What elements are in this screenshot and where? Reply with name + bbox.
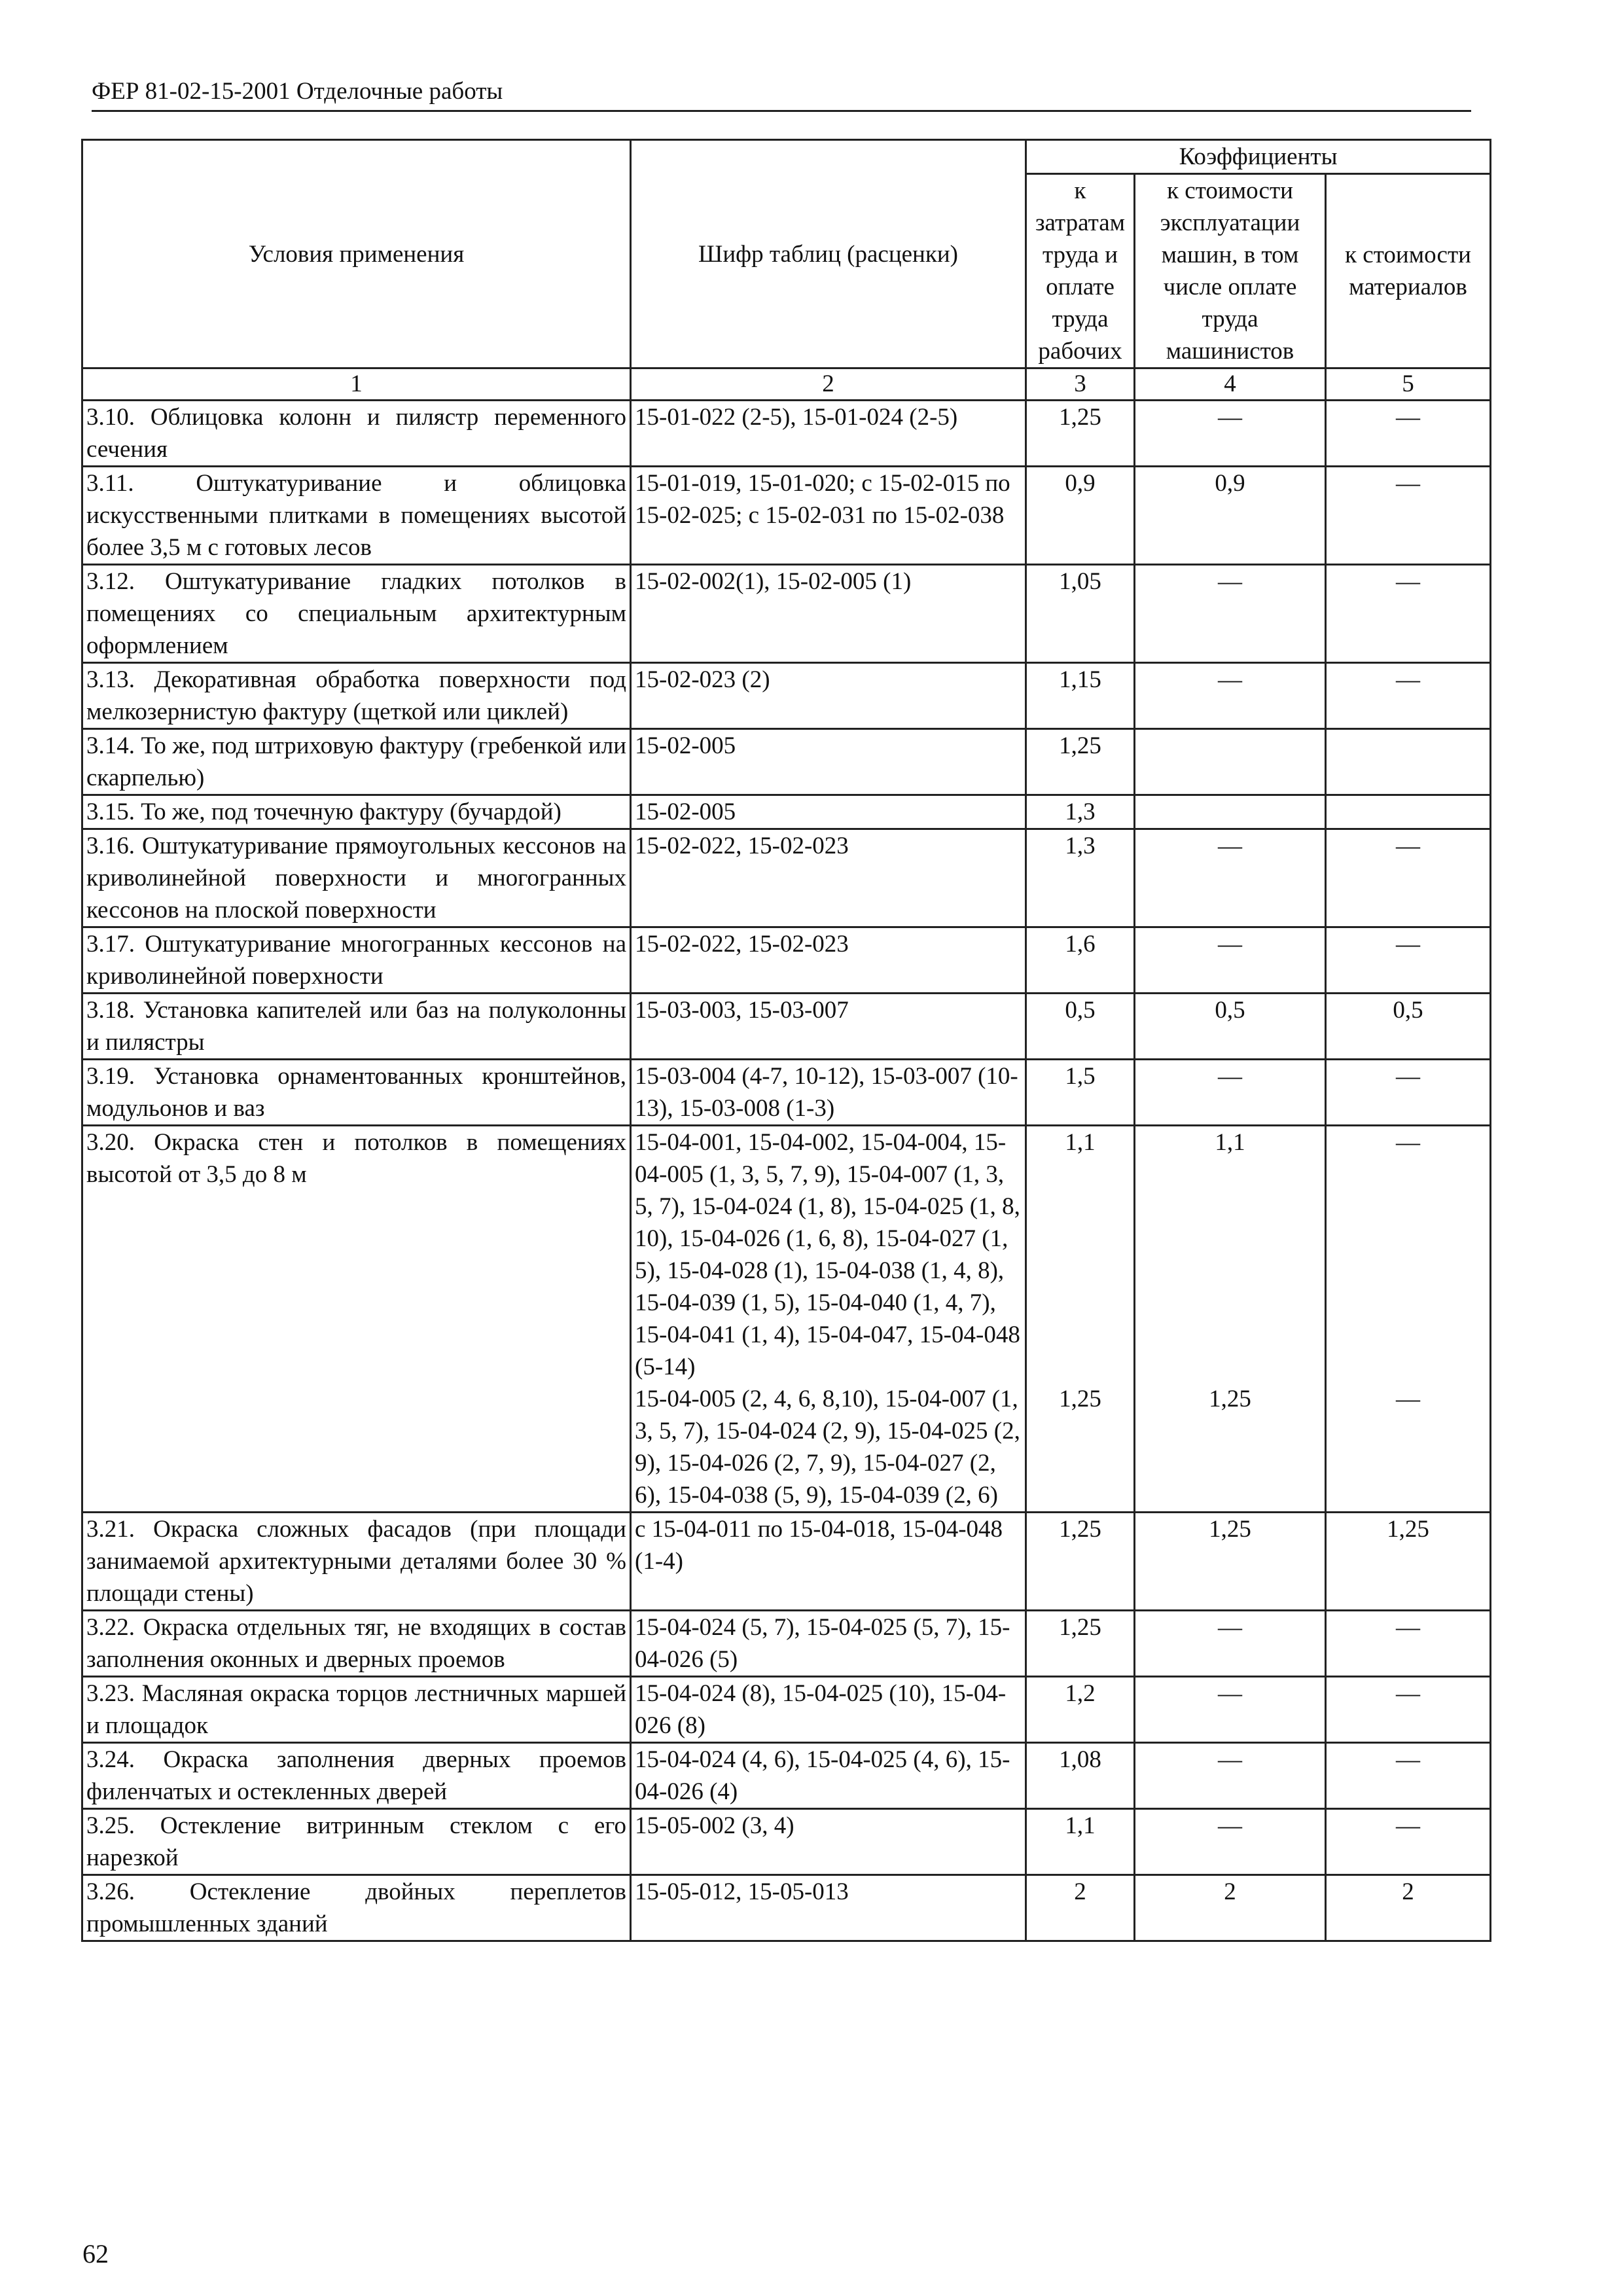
cell-conditions: 3.24. Окраска заполнения дверных проемов филенчатых и остекленных дверей <box>82 1743 631 1809</box>
cell-labor <box>1026 401 1135 467</box>
coefficient-value: 1,05 <box>1059 568 1101 595</box>
coefficient-value: — <box>1218 568 1242 595</box>
cell-conditions: 3.18. Установка капителей или баз на полуколонны и пилястры <box>82 994 631 1060</box>
cell-labor <box>1026 1611 1135 1677</box>
code-group: 15-04-024 (4, 6), 15-04-025 (4, 6), 15-04-026 (4) <box>635 1746 1010 1805</box>
cell-labor <box>1026 1126 1135 1513</box>
coefficient-value: 1,08 <box>1059 1746 1101 1773</box>
coefficient-value: — <box>1396 568 1421 595</box>
coefficient-value: — <box>1218 666 1242 693</box>
cell-machines <box>1135 401 1326 467</box>
code-group: с 15-04-011 по 15-04-018, 15-04-048 (1-4) <box>635 1516 1003 1575</box>
cell-codes <box>631 1875 1026 1941</box>
cell-materials <box>1326 1611 1491 1677</box>
coefficient-value: — <box>1396 1680 1421 1707</box>
coefficient-value: 1,15 <box>1059 666 1101 693</box>
cell-codes <box>631 401 1026 467</box>
cell-codes <box>631 1126 1026 1513</box>
coefficient-value: 1,25 <box>1059 1516 1101 1543</box>
cell-labor <box>1026 927 1135 994</box>
cell-machines <box>1135 1743 1326 1809</box>
cell-conditions: 3.16. Оштукатуривание прямоугольных кессонов на криволинейной поверхности и многогранных кессонов на плоской поверхности <box>82 829 631 927</box>
coefficient-value: 1,1 <box>1065 1812 1096 1839</box>
cell-labor <box>1026 1513 1135 1611</box>
coefficient-value: 1,1 <box>1065 1129 1096 1156</box>
coefficient-value: 1,25 <box>1209 1516 1251 1543</box>
cell-machines <box>1135 1809 1326 1875</box>
cell-machines <box>1135 1126 1326 1513</box>
code-group: 15-03-004 (4-7, 10-12), 15-03-007 (10-13), 15-03-008 (1-3) <box>635 1063 1018 1122</box>
running-header <box>92 77 1471 112</box>
coefficient-value: 1,3 <box>1065 833 1096 859</box>
table-row <box>82 663 1491 729</box>
code-group: 15-02-022, 15-02-023 <box>635 931 849 958</box>
coefficient-value: 0,9 <box>1065 470 1096 497</box>
col-header-coefficients: Коэффициенты <box>1026 140 1491 174</box>
table-row <box>82 1060 1491 1126</box>
table-row <box>82 994 1491 1060</box>
code-group: 15-02-005 <box>635 798 736 825</box>
table-row <box>82 1875 1491 1941</box>
code-group: 15-04-005 (2, 4, 6, 8,10), 15-04-007 (1, 3, 5, 7), 15-04-024 (2, 9), 15-04-025 (2, 9), 15-04-026 (2, 7, 9), 15-04-027 (2, 6), 15-04-038 (5, 9), 15-04-039 (2, 6) <box>635 1386 1020 1509</box>
cell-materials <box>1326 1513 1491 1611</box>
coefficient-value: — <box>1218 1680 1242 1707</box>
table-row <box>82 1809 1491 1875</box>
cell-materials <box>1326 795 1491 829</box>
table-row <box>82 467 1491 565</box>
cell-materials <box>1326 1875 1491 1941</box>
coefficient-value: — <box>1396 1386 1421 1412</box>
cell-codes <box>631 1677 1026 1743</box>
col-header-labor: к затратам труда и оплате труда рабочих <box>1026 174 1135 368</box>
code-group: 15-01-022 (2-5), 15-01-024 (2-5) <box>635 404 958 431</box>
col-header-materials: к стоимости материалов <box>1326 174 1491 368</box>
coefficient-value: — <box>1396 666 1421 693</box>
cell-machines <box>1135 927 1326 994</box>
cell-labor <box>1026 467 1135 565</box>
cell-machines <box>1135 729 1326 795</box>
col-number: 1 <box>82 368 631 401</box>
coefficient-value: — <box>1218 1746 1242 1773</box>
table-header <box>82 140 1491 401</box>
table-body <box>82 401 1491 1941</box>
col-number: 4 <box>1135 368 1326 401</box>
coefficient-value: — <box>1396 931 1421 958</box>
col-number: 3 <box>1026 368 1135 401</box>
coefficient-value: 1,25 <box>1387 1516 1429 1543</box>
coefficient-value: 2 <box>1074 1878 1086 1905</box>
code-group: 15-04-024 (8), 15-04-025 (10), 15-04-026 (8) <box>635 1680 1007 1739</box>
table-row <box>82 1126 1491 1513</box>
cell-materials <box>1326 401 1491 467</box>
cell-codes <box>631 1809 1026 1875</box>
cell-materials <box>1326 1126 1491 1513</box>
coefficient-value: 2 <box>1402 1878 1414 1905</box>
cell-labor <box>1026 1743 1135 1809</box>
coefficient-value: — <box>1396 1129 1421 1156</box>
code-group: 15-02-002(1), 15-02-005 (1) <box>635 568 912 595</box>
cell-conditions: 3.22. Окраска отдельных тяг, не входящих в состав заполнения оконных и дверных проемов <box>82 1611 631 1677</box>
coefficient-value: — <box>1396 470 1421 497</box>
coefficient-value: — <box>1396 833 1421 859</box>
coefficient-value: — <box>1218 931 1242 958</box>
table-row <box>82 1743 1491 1809</box>
coefficient-value: 1,3 <box>1065 798 1096 825</box>
table-row <box>82 565 1491 663</box>
cell-materials <box>1326 994 1491 1060</box>
table-row <box>82 1611 1491 1677</box>
table-row <box>82 1677 1491 1743</box>
cell-codes <box>631 795 1026 829</box>
cell-conditions: 3.21. Окраска сложных фасадов (при площади занимаемой архитектурными деталями более 30 % площади стены) <box>82 1513 631 1611</box>
cell-labor <box>1026 1060 1135 1126</box>
code-group: 15-04-001, 15-04-002, 15-04-004, 15-04-005 (1, 3, 5, 7, 9), 15-04-007 (1, 3, 5, 7), 15-04-024 (1, 8), 15-04-025 (1, 8, 10), 15-04-026 (1, 6, 8), 15-04-027 (1, 5), 15-04-028 (1), 15-04-038 (1, 4, 8), 15-04-039 (1, 5), 15-04-040 (1, 4, 7), 15-04-041 (1, 4), 15-04-047, 15-04-048 (5-14) <box>635 1129 1020 1380</box>
cell-codes <box>631 829 1026 927</box>
coefficient-value: 0,5 <box>1215 997 1245 1024</box>
coefficient-value: 1,25 <box>1059 732 1101 759</box>
cell-materials <box>1326 829 1491 927</box>
cell-labor <box>1026 829 1135 927</box>
coefficient-value: — <box>1396 1063 1421 1090</box>
table-row <box>82 795 1491 829</box>
cell-machines <box>1135 1513 1326 1611</box>
coefficient-value: 1,5 <box>1065 1063 1096 1090</box>
coefficient-value: — <box>1218 404 1242 431</box>
col-header-machines: к стоимости эксплуатации машин, в том числе оплате труда машинистов <box>1135 174 1326 368</box>
cell-materials <box>1326 927 1491 994</box>
cell-conditions: 3.10. Облицовка колонн и пилястр переменного сечения <box>82 401 631 467</box>
cell-conditions: 3.23. Масляная окраска торцов лестничных маршей и площадок <box>82 1677 631 1743</box>
cell-conditions: 3.12. Оштукатуривание гладких потолков в помещениях со специальным архитектурным оформлением <box>82 565 631 663</box>
coefficient-value: — <box>1396 1746 1421 1773</box>
cell-labor <box>1026 1677 1135 1743</box>
cell-machines <box>1135 1060 1326 1126</box>
coefficient-value: — <box>1218 1063 1242 1090</box>
cell-conditions: 3.17. Оштукатуривание многогранных кессонов на криволинейной поверхности <box>82 927 631 994</box>
cell-materials <box>1326 565 1491 663</box>
coefficient-value: — <box>1218 833 1242 859</box>
coefficient-value: 0,5 <box>1393 997 1423 1024</box>
table-row <box>82 927 1491 994</box>
cell-conditions: 3.14. То же, под штриховую фактуру (гребенкой или скарпелью) <box>82 729 631 795</box>
cell-conditions: 3.19. Установка орнаментованных кронштейнов, модульонов и ваз <box>82 1060 631 1126</box>
coefficient-value: 1,25 <box>1059 1614 1101 1641</box>
cell-materials <box>1326 1060 1491 1126</box>
coefficient-value: 1,25 <box>1209 1386 1251 1412</box>
cell-materials <box>1326 1677 1491 1743</box>
coefficient-value: 1,25 <box>1059 404 1101 431</box>
code-group: 15-02-005 <box>635 732 736 759</box>
cell-machines <box>1135 795 1326 829</box>
cell-machines <box>1135 1875 1326 1941</box>
cell-conditions: 3.13. Декоративная обработка поверхности под мелкозернистую фактуру (щеткой или циклей) <box>82 663 631 729</box>
cell-codes <box>631 1743 1026 1809</box>
cell-conditions: 3.15. То же, под точечную фактуру (бучардой) <box>82 795 631 829</box>
code-group: 15-01-019, 15-01-020; с 15-02-015 по 15-02-025; с 15-02-031 по 15-02-038 <box>635 470 1010 529</box>
cell-labor <box>1026 1875 1135 1941</box>
cell-machines <box>1135 994 1326 1060</box>
cell-conditions: 3.25. Остекление витринным стеклом с его нарезкой <box>82 1809 631 1875</box>
cell-machines <box>1135 663 1326 729</box>
cell-machines <box>1135 829 1326 927</box>
col-header-codes: Шифр таблиц (расценки) <box>631 140 1026 368</box>
cell-conditions: 3.11. Оштукатуривание и облицовка искусственными плитками в помещениях высотой более 3,5 м с готовых лесов <box>82 467 631 565</box>
cell-materials <box>1326 1743 1491 1809</box>
cell-machines <box>1135 1677 1326 1743</box>
cell-codes <box>631 994 1026 1060</box>
cell-codes <box>631 467 1026 565</box>
cell-labor <box>1026 663 1135 729</box>
cell-conditions: 3.20. Окраска стен и потолков в помещениях высотой от 3,5 до 8 м <box>82 1126 631 1513</box>
coefficient-value: 1,6 <box>1065 931 1096 958</box>
cell-machines <box>1135 565 1326 663</box>
table-row <box>82 829 1491 927</box>
cell-labor <box>1026 994 1135 1060</box>
code-group: 15-05-002 (3, 4) <box>635 1812 794 1839</box>
table-row <box>82 1513 1491 1611</box>
col-number: 2 <box>631 368 1026 401</box>
coefficients-table <box>81 139 1491 1942</box>
coefficient-value: 0,5 <box>1065 997 1096 1024</box>
coefficient-value: 1,1 <box>1215 1129 1245 1156</box>
cell-codes <box>631 1513 1026 1611</box>
code-group: 15-04-024 (5, 7), 15-04-025 (5, 7), 15-04-026 (5) <box>635 1614 1010 1673</box>
document-title: ФЕР 81-02-15-2001 Отделочные работы <box>92 78 503 105</box>
cell-codes <box>631 663 1026 729</box>
code-group: 15-03-003, 15-03-007 <box>635 997 849 1024</box>
code-group: 15-05-012, 15-05-013 <box>635 1878 849 1905</box>
table-row <box>82 401 1491 467</box>
code-group: 15-02-022, 15-02-023 <box>635 833 849 859</box>
cell-materials <box>1326 663 1491 729</box>
cell-machines <box>1135 467 1326 565</box>
coefficient-value: — <box>1396 404 1421 431</box>
cell-labor <box>1026 565 1135 663</box>
cell-codes <box>631 565 1026 663</box>
cell-labor <box>1026 729 1135 795</box>
table-row <box>82 729 1491 795</box>
cell-labor <box>1026 1809 1135 1875</box>
coefficient-value: 0,9 <box>1215 470 1245 497</box>
cell-materials <box>1326 1809 1491 1875</box>
page-number: 62 <box>82 2239 109 2269</box>
cell-machines <box>1135 1611 1326 1677</box>
coefficient-value: 1,25 <box>1059 1386 1101 1412</box>
cell-materials <box>1326 729 1491 795</box>
coefficient-value: — <box>1396 1614 1421 1641</box>
cell-labor <box>1026 795 1135 829</box>
col-number: 5 <box>1326 368 1491 401</box>
col-header-conditions: Условия применения <box>82 140 631 368</box>
cell-conditions: 3.26. Остекление двойных переплетов промышленных зданий <box>82 1875 631 1941</box>
coefficient-value: — <box>1218 1812 1242 1839</box>
cell-codes <box>631 1611 1026 1677</box>
coefficient-value: 2 <box>1224 1878 1236 1905</box>
cell-codes <box>631 729 1026 795</box>
coefficient-value: 1,2 <box>1065 1680 1096 1707</box>
cell-materials <box>1326 467 1491 565</box>
coefficient-value: — <box>1396 1812 1421 1839</box>
coefficient-value: — <box>1218 1614 1242 1641</box>
code-group: 15-02-023 (2) <box>635 666 770 693</box>
cell-codes <box>631 1060 1026 1126</box>
cell-codes <box>631 927 1026 994</box>
